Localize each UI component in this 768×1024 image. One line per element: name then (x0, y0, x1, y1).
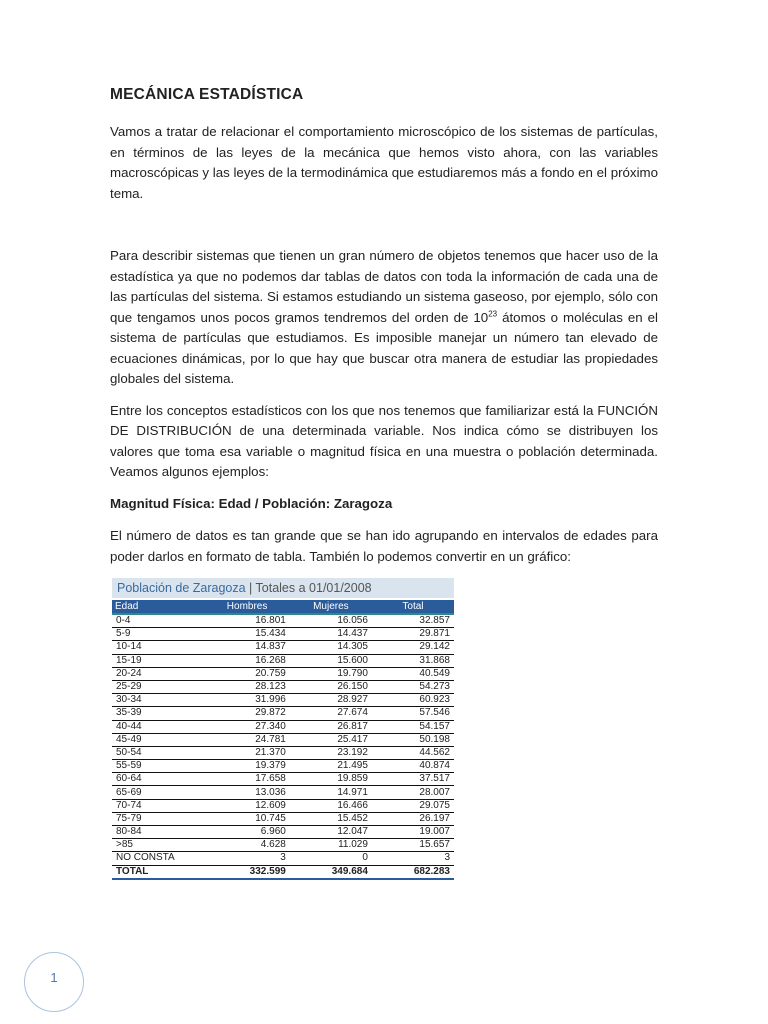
cell-hombres: 21.370 (204, 746, 290, 759)
table-title-date: Totales a 01/01/2008 (255, 581, 372, 595)
cell-total: 28.007 (372, 786, 454, 799)
cell-hombres: 29.872 (204, 707, 290, 720)
cell-mujeres: 15.452 (290, 812, 372, 825)
cell-hombres: 27.340 (204, 720, 290, 733)
cell-edad: 75-79 (112, 812, 204, 825)
cell-hombres: 15.434 (204, 628, 290, 641)
cell-total: 54.157 (372, 720, 454, 733)
paragraph-statistics (110, 246, 658, 390)
cell-total: 54.273 (372, 680, 454, 693)
table-header-row (112, 600, 454, 614)
table-body (112, 614, 454, 879)
table-row (112, 707, 454, 720)
cell-edad: 25-29 (112, 680, 204, 693)
paragraph-statistics-part2: átomos o moléculas en el sistema de partículas que estudiamos. Es imposible manejar un número tan elevado de ecuaciones dinámicas, por lo que hay que buscar otra manera de estudiar las propiedades globales del sistema. (110, 309, 658, 386)
cell-total: 29.871 (372, 628, 454, 641)
table-row (112, 614, 454, 628)
paragraph-statistics-part1: Para describir sistemas que tienen un gran número de objetos tenemos que hacer uso de la estadística ya que no podemos dar tablas de datos con toda la información de cada una de las partículas del sistema. Si estamos estudiando un sistema gaseoso, por ejemplo, sólo con que tengamos unos pocos gramos tendremos del orden de 10 (110, 248, 658, 325)
paragraph-intro: Vamos a tratar de relacionar el comportamiento microscópico de los sistemas de partículas, en términos de las leyes de la mecánica que hemos visto ahora, con las variables macroscópicas y las leyes de la termodinámica que estudiaremos más a fondo en el próximo tema. (110, 124, 658, 201)
cell-hombres: 3 (204, 852, 290, 865)
table-row (112, 680, 454, 693)
table-row (112, 773, 454, 786)
cell-hombres: 4.628 (204, 839, 290, 852)
cell-mujeres: 15.600 (290, 654, 372, 667)
cell-edad: >85 (112, 839, 204, 852)
cell-edad: 5-9 (112, 628, 204, 641)
table-row (112, 628, 454, 641)
cell-edad: 65-69 (112, 786, 204, 799)
table-row (112, 654, 454, 667)
document-page (110, 86, 658, 567)
paragraph-distribution: Entre los conceptos estadísticos con los que nos tenemos que familiarizar está la FUNCIÓN DE DISTRIBUCIÓN de una determinada variable. Nos indica cómo se distribuyen los valores que toma esa variable o magnitud física en una muestra o población determinada. Veamos algunos ejemplos: (110, 402, 658, 479)
table-row (112, 839, 454, 852)
cell-hombres: 14.837 (204, 641, 290, 654)
cell-total: 44.562 (372, 746, 454, 759)
cell-total: 15.657 (372, 839, 454, 852)
table-row (112, 733, 454, 746)
cell-mujeres: 11.029 (290, 839, 372, 852)
cell-edad: 15-19 (112, 654, 204, 667)
cell-hombres: 332.599 (204, 865, 290, 879)
table-row (112, 786, 454, 799)
table-row (112, 694, 454, 707)
cell-edad: 20-24 (112, 667, 204, 680)
cell-mujeres: 14.305 (290, 641, 372, 654)
cell-mujeres: 349.684 (290, 865, 372, 879)
cell-edad: 30-34 (112, 694, 204, 707)
cell-hombres: 31.996 (204, 694, 290, 707)
cell-mujeres: 19.790 (290, 667, 372, 680)
paragraph-table-intro: El número de datos es tan grande que se han ido agrupando en intervalos de edades para poder darlos en formato de tabla. También lo podemos convertir en un gráfico: (110, 528, 658, 564)
cell-edad: TOTAL (112, 865, 204, 879)
cell-hombres: 17.658 (204, 773, 290, 786)
cell-hombres: 6.960 (204, 826, 290, 839)
cell-mujeres: 26.150 (290, 680, 372, 693)
cell-total: 40.874 (372, 760, 454, 773)
table-row (112, 760, 454, 773)
cell-hombres: 16.801 (204, 614, 290, 628)
page-title: MECÁNICA ESTADÍSTICA (110, 86, 304, 103)
table-title-separator: | (245, 581, 256, 595)
cell-mujeres: 27.674 (290, 707, 372, 720)
cell-hombres: 19.379 (204, 760, 290, 773)
cell-total: 50.198 (372, 733, 454, 746)
section-subheading: Magnitud Física: Edad / Población: Zaragoza (110, 495, 393, 511)
cell-total: 37.517 (372, 773, 454, 786)
header-total: Total (372, 600, 454, 614)
cell-edad: 70-74 (112, 799, 204, 812)
cell-mujeres: 16.056 (290, 614, 372, 628)
cell-mujeres: 21.495 (290, 760, 372, 773)
cell-edad: 50-54 (112, 746, 204, 759)
cell-mujeres: 0 (290, 852, 372, 865)
cell-mujeres: 16.466 (290, 799, 372, 812)
cell-edad: NO CONSTA (112, 852, 204, 865)
cell-mujeres: 26.817 (290, 720, 372, 733)
header-edad: Edad (112, 600, 204, 614)
cell-edad: 35-39 (112, 707, 204, 720)
cell-total: 60.923 (372, 694, 454, 707)
cell-hombres: 10.745 (204, 812, 290, 825)
cell-mujeres: 25.417 (290, 733, 372, 746)
cell-mujeres: 19.859 (290, 773, 372, 786)
table-row (112, 667, 454, 680)
cell-total: 32.857 (372, 614, 454, 628)
table-title (112, 578, 454, 600)
header-hombres: Hombres (204, 600, 290, 614)
cell-total: 3 (372, 852, 454, 865)
cell-total: 26.197 (372, 812, 454, 825)
cell-edad: 40-44 (112, 720, 204, 733)
table-row (112, 826, 454, 839)
cell-mujeres: 14.971 (290, 786, 372, 799)
cell-edad: 0-4 (112, 614, 204, 628)
table-row (112, 799, 454, 812)
cell-hombres: 20.759 (204, 667, 290, 680)
page-number: 1 (24, 952, 84, 1012)
cell-hombres: 24.781 (204, 733, 290, 746)
cell-hombres: 12.609 (204, 799, 290, 812)
table-row (112, 641, 454, 654)
cell-mujeres: 12.047 (290, 826, 372, 839)
table-row (112, 812, 454, 825)
table-total-row (112, 865, 454, 879)
cell-total: 31.868 (372, 654, 454, 667)
cell-edad: 60-64 (112, 773, 204, 786)
cell-hombres: 28.123 (204, 680, 290, 693)
cell-total: 29.142 (372, 641, 454, 654)
table-title-place: Población de Zaragoza (117, 581, 246, 595)
cell-edad: 55-59 (112, 760, 204, 773)
population-table-figure (112, 578, 454, 880)
header-mujeres: Mujeres (290, 600, 372, 614)
cell-mujeres: 14.437 (290, 628, 372, 641)
cell-total: 19.007 (372, 826, 454, 839)
cell-edad: 45-49 (112, 733, 204, 746)
cell-total: 40.549 (372, 667, 454, 680)
table-row (112, 852, 454, 865)
cell-edad: 80-84 (112, 826, 204, 839)
cell-total: 682.283 (372, 865, 454, 879)
cell-edad: 10-14 (112, 641, 204, 654)
table-row (112, 746, 454, 759)
cell-mujeres: 23.192 (290, 746, 372, 759)
cell-mujeres: 28.927 (290, 694, 372, 707)
cell-hombres: 13.036 (204, 786, 290, 799)
exponent: 23 (488, 309, 498, 319)
cell-hombres: 16.268 (204, 654, 290, 667)
cell-total: 57.546 (372, 707, 454, 720)
population-table (112, 600, 454, 880)
table-row (112, 720, 454, 733)
cell-total: 29.075 (372, 799, 454, 812)
